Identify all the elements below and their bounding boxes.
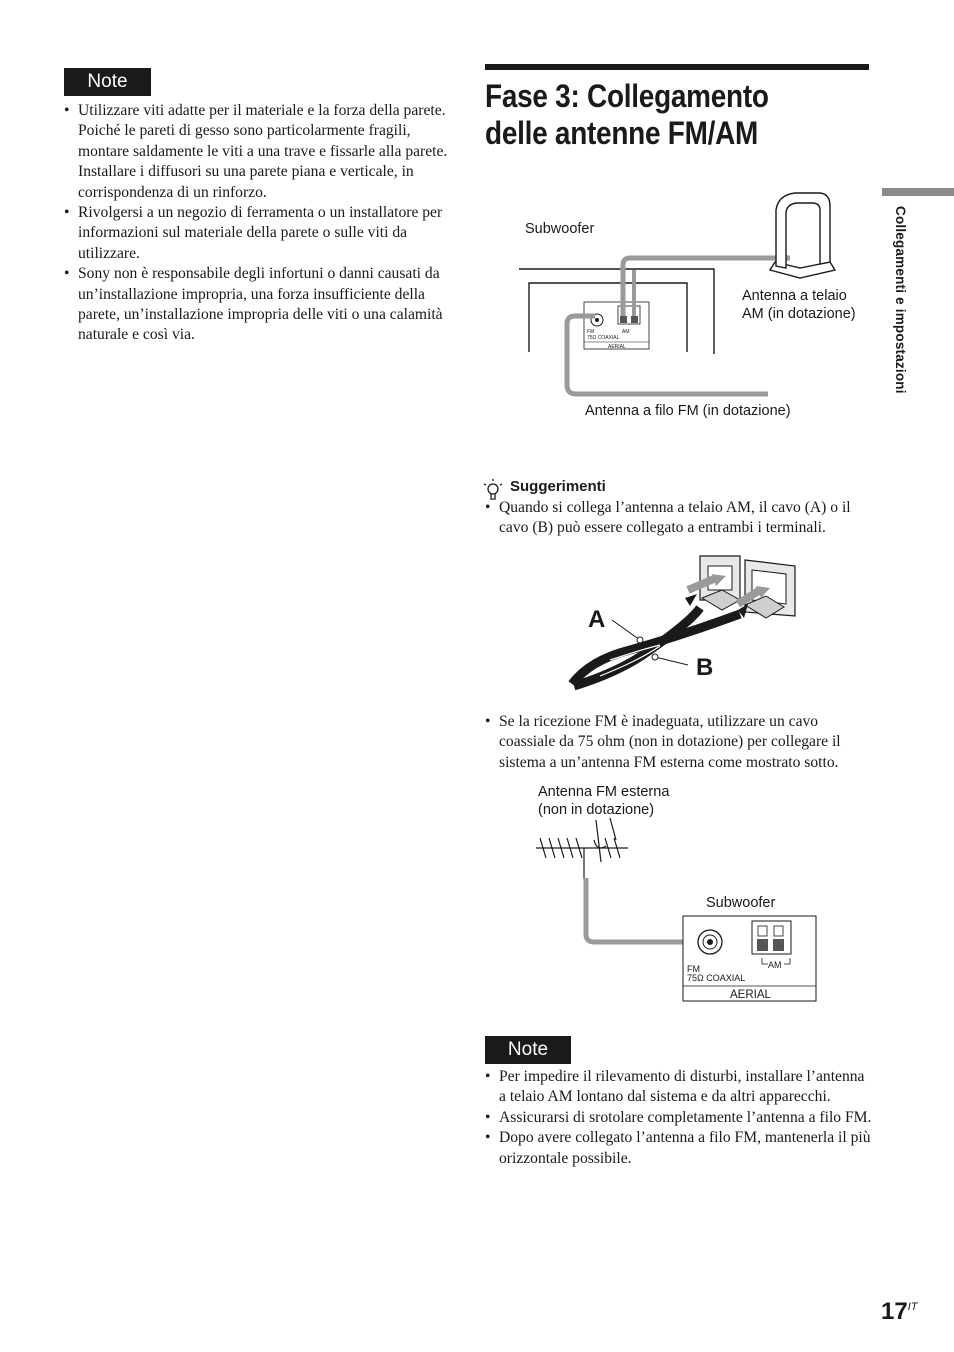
list-item: • Se la ricezione FM è inadeguata, utilizzare un cavo coassiale da 75 ohm (non in dotazione) per collegare il sistema a un’antenna FM esterna come mostrato sotto. <box>485 712 875 773</box>
connector-panel-large <box>683 916 816 1001</box>
panel-aerial-text: AERIAL <box>730 989 771 1001</box>
subwoofer-label-2: Subwoofer <box>706 895 776 911</box>
page-number-suffix: IT <box>907 1301 918 1313</box>
list-item: • Sony non è responsabile degli infortuni o danni causati da un’installazione impropria, una forza insufficiente della parete, un’installazione impropria delle viti o una calamità naturale e così via. <box>64 264 449 346</box>
panel-coaxial-text: 75Ω COAXIAL <box>687 973 746 983</box>
panel-fm-text: FM <box>587 329 595 335</box>
page-title: Fase 3: Collegamento delle antenne FM/AM <box>485 78 769 151</box>
panel-am-text: AM <box>768 960 782 970</box>
external-antenna-label <box>538 783 669 819</box>
tips-list-1 <box>485 498 875 539</box>
subwoofer-label: Subwoofer <box>525 221 595 237</box>
note-list-2 <box>485 1067 875 1169</box>
list-item: • Dopo avere collegato l’antenna a filo FM, mantenerla il più orizzontale possibile. <box>485 1128 875 1169</box>
tips-heading: Suggerimenti <box>510 478 606 495</box>
external-antenna-label-line2: (non in dotazione) <box>538 802 655 818</box>
page-number <box>881 1298 917 1326</box>
cable-b-label: B <box>696 654 714 681</box>
cable-a-label: A <box>588 606 606 633</box>
list-item: • Per impedire il rilevamento di disturbi, installare l’antenna a telaio AM lontano dal sistema e da altri apparecchi. <box>485 1067 875 1108</box>
connector-panel <box>584 302 649 350</box>
list-item: • Quando si collega l’antenna a telaio AM, il cavo (A) o il cavo (B) può essere collegato a entrambi i terminali. <box>485 498 875 539</box>
am-loop-antenna-icon <box>770 193 835 278</box>
lightbulb-icon <box>484 479 502 499</box>
panel-am-text: AM <box>622 329 630 335</box>
page-number-value: 17 <box>881 1298 908 1325</box>
list-item: • Assicurarsi di srotolare completamente l’antenna a filo FM. <box>485 1108 875 1128</box>
panel-coaxial-text: 75Ω COAXIAL <box>587 335 620 341</box>
tips-list-2 <box>485 712 875 773</box>
am-antenna-label-line1: Antenna a telaio <box>742 288 847 304</box>
note-badge-2: Note <box>485 1036 571 1064</box>
external-antenna-label-line1: Antenna FM esterna <box>538 784 670 800</box>
fm-external-antenna-icon <box>536 818 628 880</box>
am-antenna-label-line2: AM (in dotazione) <box>742 306 856 322</box>
note-badge: Note <box>64 68 151 96</box>
side-tab: Collegamenti e impostazioni <box>893 206 908 394</box>
panel-aerial-text: AERIAL <box>608 344 626 350</box>
fm-wire-label: Antenna a filo FM (in dotazione) <box>585 403 791 419</box>
list-item: • Rivolgersi a un negozio di ferramenta o un installatore per informazioni sul materiale della parete o sulle viti da utilizzare. <box>64 203 449 264</box>
panel-fm-text: FM <box>687 964 700 974</box>
list-item: • Utilizzare viti adatte per il materiale e la forza della parete. Poiché le pareti di gesso sono particolarmente fragili, montare saldamente le viti a una trave e fissarle alla parete. Installare i diffusori su una parete piana e verticale, in corrispondenza di un rinforzo. <box>64 101 449 203</box>
